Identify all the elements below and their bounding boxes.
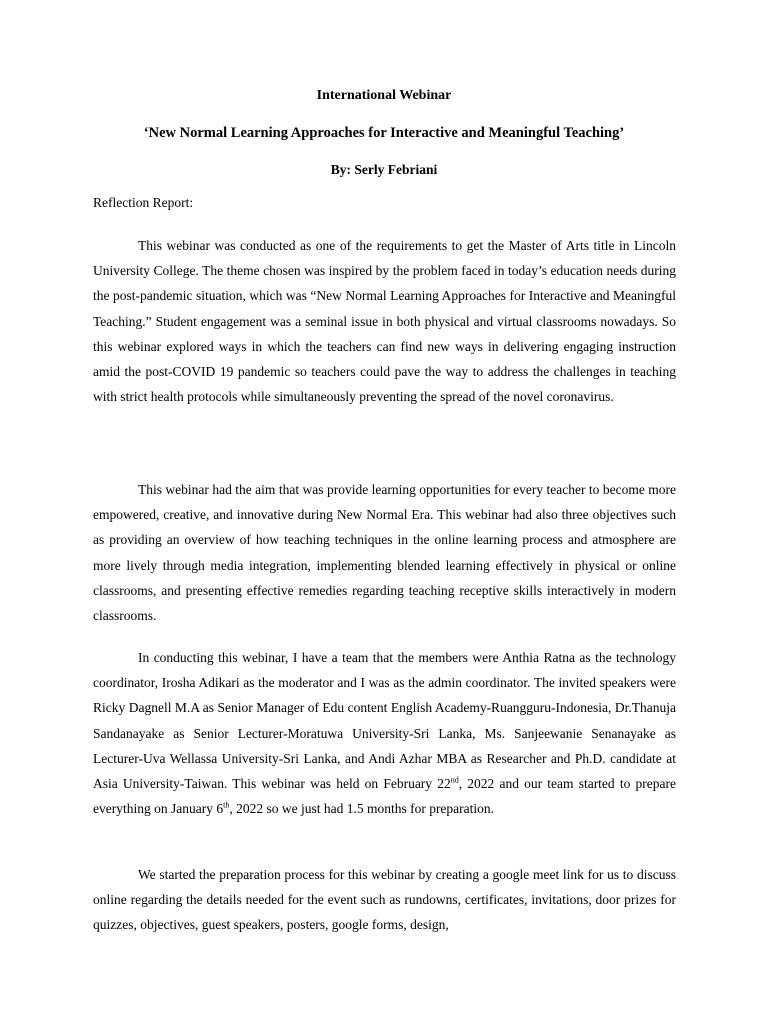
webinar-theme-title: ‘New Normal Learning Approaches for Interactive and Meaningful Teaching’ (143, 125, 625, 141)
paragraph-1: This webinar was conducted as one of the requirements to get the Master of Arts title in Lincoln University College. The theme chosen was inspired by the problem faced in today’s education needs during the post-pandemic situation, which was “New Normal Learning Approaches for Interactive and Meaningful Teaching.” Student engagement was a seminal issue in both physical and virtual classrooms nowadays. So this webinar explored ways in which the teachers can find new ways in delivering engaging instruction amid the post-COVID 19 pandemic so teachers could pave the way to address the challenges in teaching with strict health protocols while simultaneously preventing the spread of the novel coronavirus. (93, 238, 676, 405)
section-label: Reflection Report: (93, 195, 194, 210)
paragraph-3-text-b: , 2022 and our team started to prepare everything on January 6 (93, 776, 676, 817)
paragraph-3 (93, 645, 676, 821)
paragraph-4: We started the preparation process for this webinar by creating a google meet link for us to discuss online regarding the details needed for the event such as rundowns, certificates, invitations, door prizes for quizzes, objectives, guest speakers, posters, google forms, design, (93, 867, 676, 933)
ordinal-suffix-nd: nd (450, 775, 459, 785)
document-title: International Webinar (316, 88, 452, 103)
ordinal-suffix-th: th (223, 800, 230, 810)
paragraph-2: This webinar had the aim that was provide learning opportunities for every teacher to become more empowered, creative, and innovative during New Normal Era. This webinar had also three objectives such as providing an overview of how teaching techniques in the online learning process and atmosphere are more lively through media integration, implementing blended learning effectively in physical or online classrooms, and presenting effective remedies regarding teaching receptive skills interactively in modern classrooms. (93, 482, 676, 624)
author-byline: By: Serly Febriani (330, 162, 438, 177)
paragraph-3-text-a: In conducting this webinar, I have a team that the members were Anthia Ratna as the technology coordinator, Irosha Adikari as the moderator and I was as the admin coordinator. The invited speakers were Ricky Dagnell M.A as Senior Manager of Edu content English Academy-Ruangguru-Indonesia, Dr.Thanuja Sandanayake as Senior Lecturer-Moratuwa University-Sri Lanka, Ms. Sanjeewanie Senanayake as Lecturer-Uva Wellassa University-Sri Lanka, and Andi Azhar MBA as Researcher and Ph.D. candidate at Asia University-Taiwan. This webinar was held on February 22 (93, 650, 676, 792)
paragraph-3-text-c: , 2022 so we just had 1.5 months for preparation. (229, 801, 495, 817)
